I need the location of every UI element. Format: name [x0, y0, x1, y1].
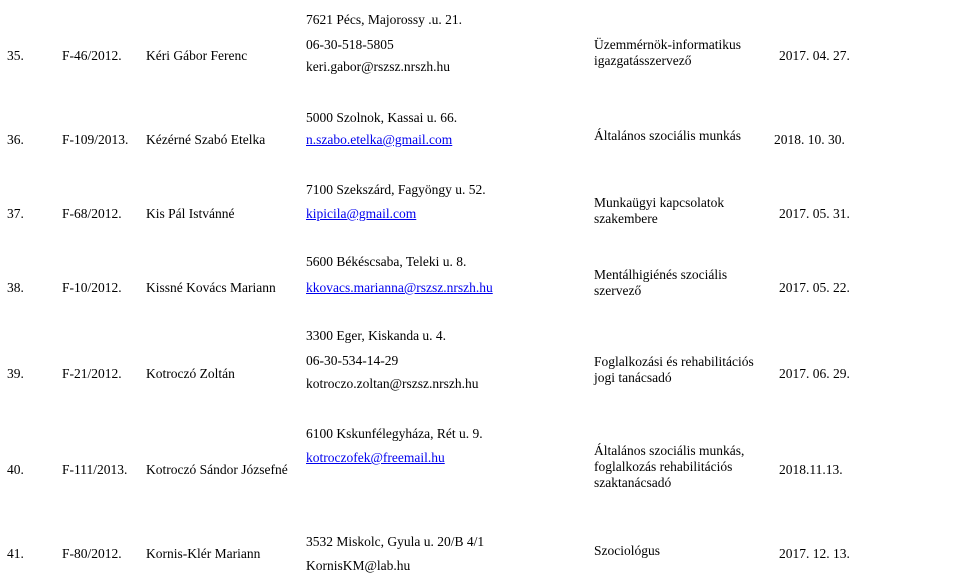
- person-name: Kornis-Klér Mariann: [146, 546, 261, 561]
- qualification-line: Üzemmérnök-informatikus: [594, 37, 741, 52]
- person-name: Kotroczó Sándor Józsefné: [146, 462, 288, 477]
- person-name: Kézérné Szabó Etelka: [146, 132, 266, 147]
- qualification-line: Mentálhigiénés szociális: [594, 267, 728, 282]
- phone: 06-30-534-14-29: [306, 353, 399, 368]
- registration-id: F-21/2012.: [62, 366, 122, 381]
- registration-id: F-80/2012.: [62, 546, 122, 561]
- address: 7100 Szekszárd, Fagyöngy u. 52.: [306, 182, 486, 197]
- row-number: 36.: [7, 132, 24, 147]
- registration-id: F-68/2012.: [62, 206, 122, 221]
- address: 3532 Miskolc, Gyula u. 20/B 4/1: [306, 534, 485, 549]
- date: 2017. 05. 31.: [779, 206, 850, 221]
- row-number: 38.: [7, 280, 24, 295]
- address: 5000 Szolnok, Kassai u. 66.: [306, 110, 458, 125]
- email-link[interactable]: n.szabo.etelka@gmail.com: [306, 132, 453, 147]
- phone: 06-30-518-5805: [306, 37, 394, 52]
- qualification-line: Foglalkozási és rehabilitációs: [594, 354, 754, 369]
- date: 2017. 05. 22.: [779, 280, 850, 295]
- person-name: Kissné Kovács Mariann: [146, 280, 276, 295]
- address: 3300 Eger, Kiskanda u. 4.: [306, 328, 447, 343]
- registration-id: F-111/2013.: [62, 462, 128, 477]
- date: 2018.11.13.: [779, 462, 843, 477]
- email: keri.gabor@rszsz.nrszh.hu: [306, 59, 451, 74]
- qualification-line: jogi tanácsadó: [594, 370, 672, 385]
- email-link[interactable]: kipicila@gmail.com: [306, 206, 417, 221]
- email-link[interactable]: kotroczofek@freemail.hu: [306, 450, 445, 465]
- date: 2017. 12. 13.: [779, 546, 850, 561]
- qualification-line: szaktanácsadó: [594, 475, 672, 490]
- registration-id: F-10/2012.: [62, 280, 122, 295]
- email: kotroczo.zoltan@rszsz.nrszh.hu: [306, 376, 479, 391]
- qualification-line: szervező: [594, 283, 642, 298]
- address: 7621 Pécs, Majorossy .u. 21.: [306, 12, 462, 27]
- qualification-line: igazgatásszervező: [594, 53, 692, 68]
- registration-id: F-46/2012.: [62, 48, 122, 63]
- qualification-line: Általános szociális munkás,: [594, 443, 745, 458]
- date: 2017. 06. 29.: [779, 366, 850, 381]
- row-number: 39.: [7, 366, 24, 381]
- qualification-line: Szociológus: [594, 543, 660, 558]
- address: 5600 Békéscsaba, Teleki u. 8.: [306, 254, 467, 269]
- date: 2017. 04. 27.: [779, 48, 850, 63]
- qualification-line: szakembere: [594, 211, 658, 226]
- qualification-line: Munkaügyi kapcsolatok: [594, 195, 725, 210]
- email-link[interactable]: kkovacs.marianna@rszsz.nrszh.hu: [306, 280, 493, 295]
- person-name: Kis Pál Istvánné: [146, 206, 235, 221]
- registration-id: F-109/2013.: [62, 132, 129, 147]
- row-number: 37.: [7, 206, 24, 221]
- row-number: 40.: [7, 462, 24, 477]
- row-number: 35.: [7, 48, 24, 63]
- person-name: Kotroczó Zoltán: [146, 366, 235, 381]
- date: 2018. 10. 30.: [774, 132, 845, 147]
- qualification-line: foglalkozás rehabilitációs: [594, 459, 733, 474]
- address: 6100 Kskunfélegyháza, Rét u. 9.: [306, 426, 483, 441]
- row-number: 41.: [7, 546, 24, 561]
- person-name: Kéri Gábor Ferenc: [146, 48, 248, 63]
- qualification-line: Általános szociális munkás: [594, 128, 741, 143]
- email: KornisKM@lab.hu: [306, 558, 411, 573]
